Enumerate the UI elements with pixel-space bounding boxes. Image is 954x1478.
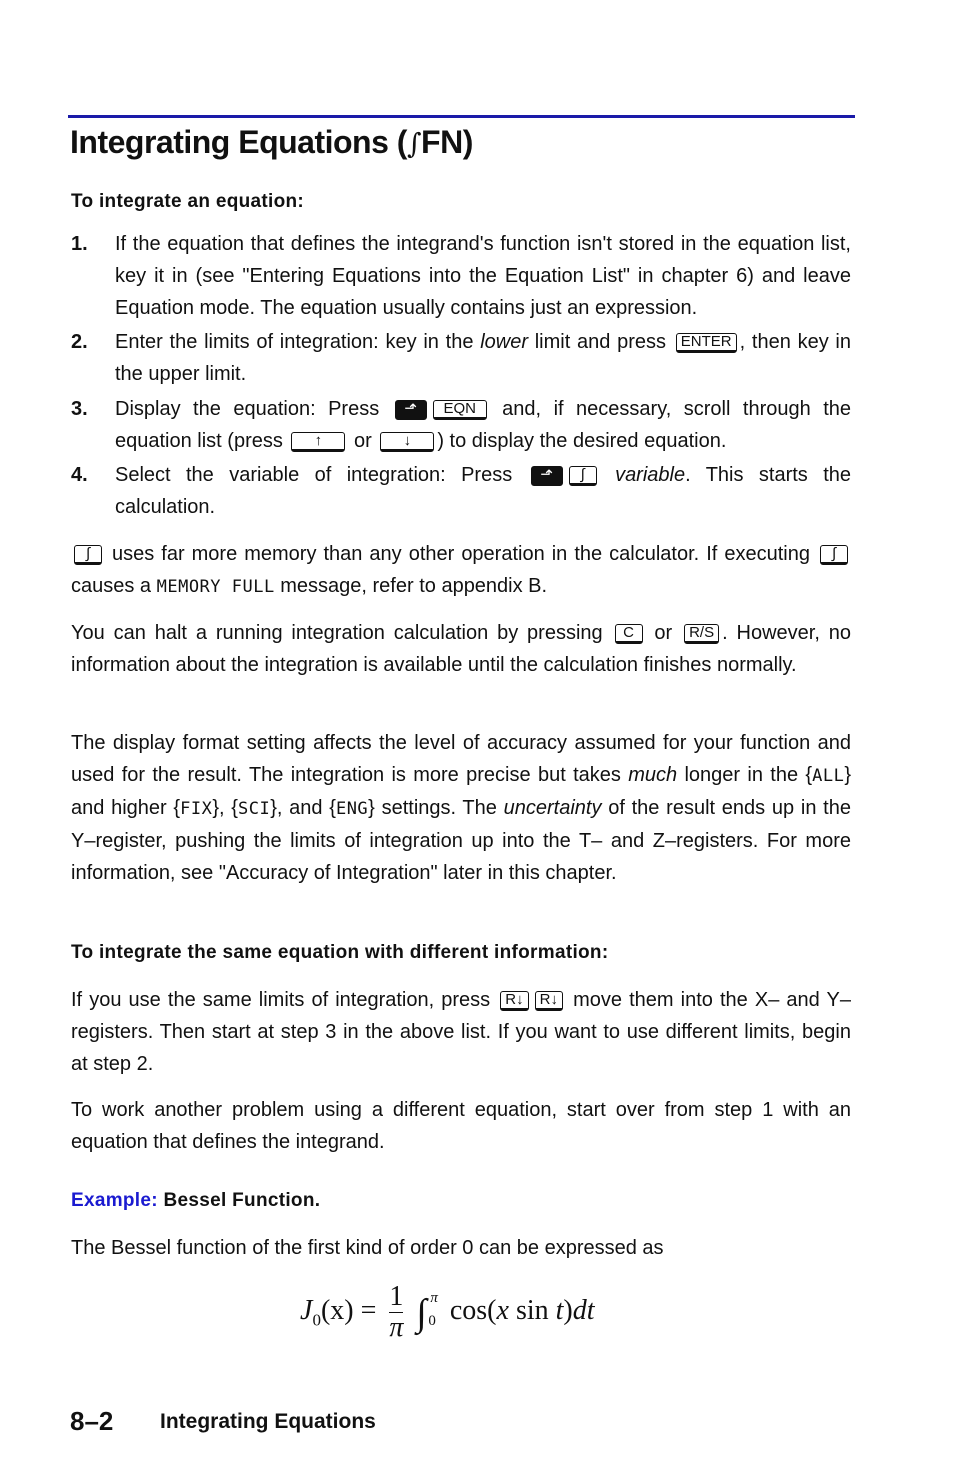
title-end: FN) bbox=[421, 124, 473, 160]
memory-full-message: MEMORY FULL bbox=[156, 577, 275, 597]
subheading-same-equation: To integrate the same equation with different information: bbox=[71, 942, 609, 963]
step-number: 1. bbox=[71, 233, 88, 255]
example-label: Example: bbox=[71, 1190, 158, 1211]
left-shift-key: ⬏ bbox=[531, 466, 563, 486]
another-problem-paragraph: To work another problem using a different equation, start over from step 1 with an equation that defines the integrand. bbox=[71, 1099, 851, 1153]
left-shift-key: ⬏ bbox=[395, 400, 427, 420]
subheading-integrate: To integrate an equation: bbox=[71, 191, 305, 212]
run-stop-key: R/S bbox=[684, 624, 719, 644]
sci-setting: SCI bbox=[237, 799, 271, 819]
page-number: 8–2 bbox=[70, 1406, 114, 1436]
step-number: 2. bbox=[71, 331, 88, 353]
step-text: Select the variable of integration: Press ⬏ ∫ variable. This starts the calculation. bbox=[115, 464, 852, 518]
eng-setting: ENG bbox=[335, 799, 369, 819]
step-3 bbox=[71, 393, 851, 457]
memory-paragraph: ∫ uses far more memory than any other operation in the calculator. If executing ∫ causes a MEMORY FULL message, refer to appendix B. bbox=[71, 538, 851, 603]
step-1 bbox=[71, 228, 851, 324]
step-4 bbox=[71, 459, 851, 523]
c-key: C bbox=[615, 624, 643, 644]
integral-key-icon: ∫ bbox=[569, 466, 597, 486]
accuracy-paragraph: The display format setting affects the level of accuracy assumed for your function and used for the result. The integration is more precise but takes much longer in the {ALL} and higher {FIX}, {SCI}, and {ENG} settings. The uncertainty of the result ends up in the Y–register, pushing the limits of integration up into the T– and Z–registers. For more information, see "Accuracy of Integration" later in this chapter. bbox=[71, 732, 852, 884]
example-heading bbox=[71, 1190, 320, 1212]
step-2 bbox=[71, 326, 851, 390]
bessel-intro: The Bessel function of the first kind of order 0 can be expressed as bbox=[71, 1237, 664, 1259]
halt-paragraph: You can halt a running integration calculation by pressing C or R/S . However, no information about the integration is available until the calculation finishes normally. bbox=[71, 622, 851, 676]
step-number: 3. bbox=[71, 398, 88, 420]
roll-down-key: R↓ bbox=[500, 991, 528, 1011]
title-text: Integrating Equations ( bbox=[70, 124, 407, 160]
fix-setting: FIX bbox=[180, 799, 213, 819]
same-limits-paragraph: If you use the same limits of integration, press R↓ R↓ move them into the X– and Y–registers. Then start at step 3 in the above list. If you want to use different limits, begin at step 2. bbox=[71, 989, 851, 1075]
enter-key: ENTER bbox=[676, 333, 737, 353]
example-title: Bessel Function. bbox=[163, 1190, 321, 1211]
bessel-formula: $J_0(x)$ = $\frac{1}{\pi}$ ∫ π 0 cos(x sin t)dt bbox=[300, 1281, 595, 1343]
header-rule bbox=[68, 115, 855, 118]
integral-key-icon: ∫ bbox=[820, 545, 848, 565]
roll-down-key: R↓ bbox=[535, 991, 563, 1011]
integral-symbol: ∫ bbox=[406, 127, 422, 160]
all-setting: ALL bbox=[812, 766, 845, 786]
step-text: Display the equation: Press ⬏ EQN and, if necessary, scroll through the equation list (press ↑ or ↓ ) to display the desired equation. bbox=[115, 398, 852, 452]
page-title bbox=[70, 124, 473, 161]
step-number: 4. bbox=[71, 464, 88, 486]
footer-chapter: Integrating Equations bbox=[160, 1410, 376, 1433]
integral-key-icon: ∫ bbox=[74, 545, 102, 565]
step-text: If the equation that defines the integrand's function isn't stored in the equation list, key it in (see "Entering Equations into the Equation List" in chapter 6) and leave Equation mode. The equation usually contains just an expression. bbox=[115, 233, 851, 319]
down-arrow-key: ↓ bbox=[380, 432, 434, 452]
eqn-key: EQN bbox=[433, 400, 487, 420]
up-arrow-key: ↑ bbox=[291, 432, 345, 452]
step-text: Enter the limits of integration: key in the lower limit and press ENTER , then key in the upper limit. bbox=[115, 331, 851, 385]
